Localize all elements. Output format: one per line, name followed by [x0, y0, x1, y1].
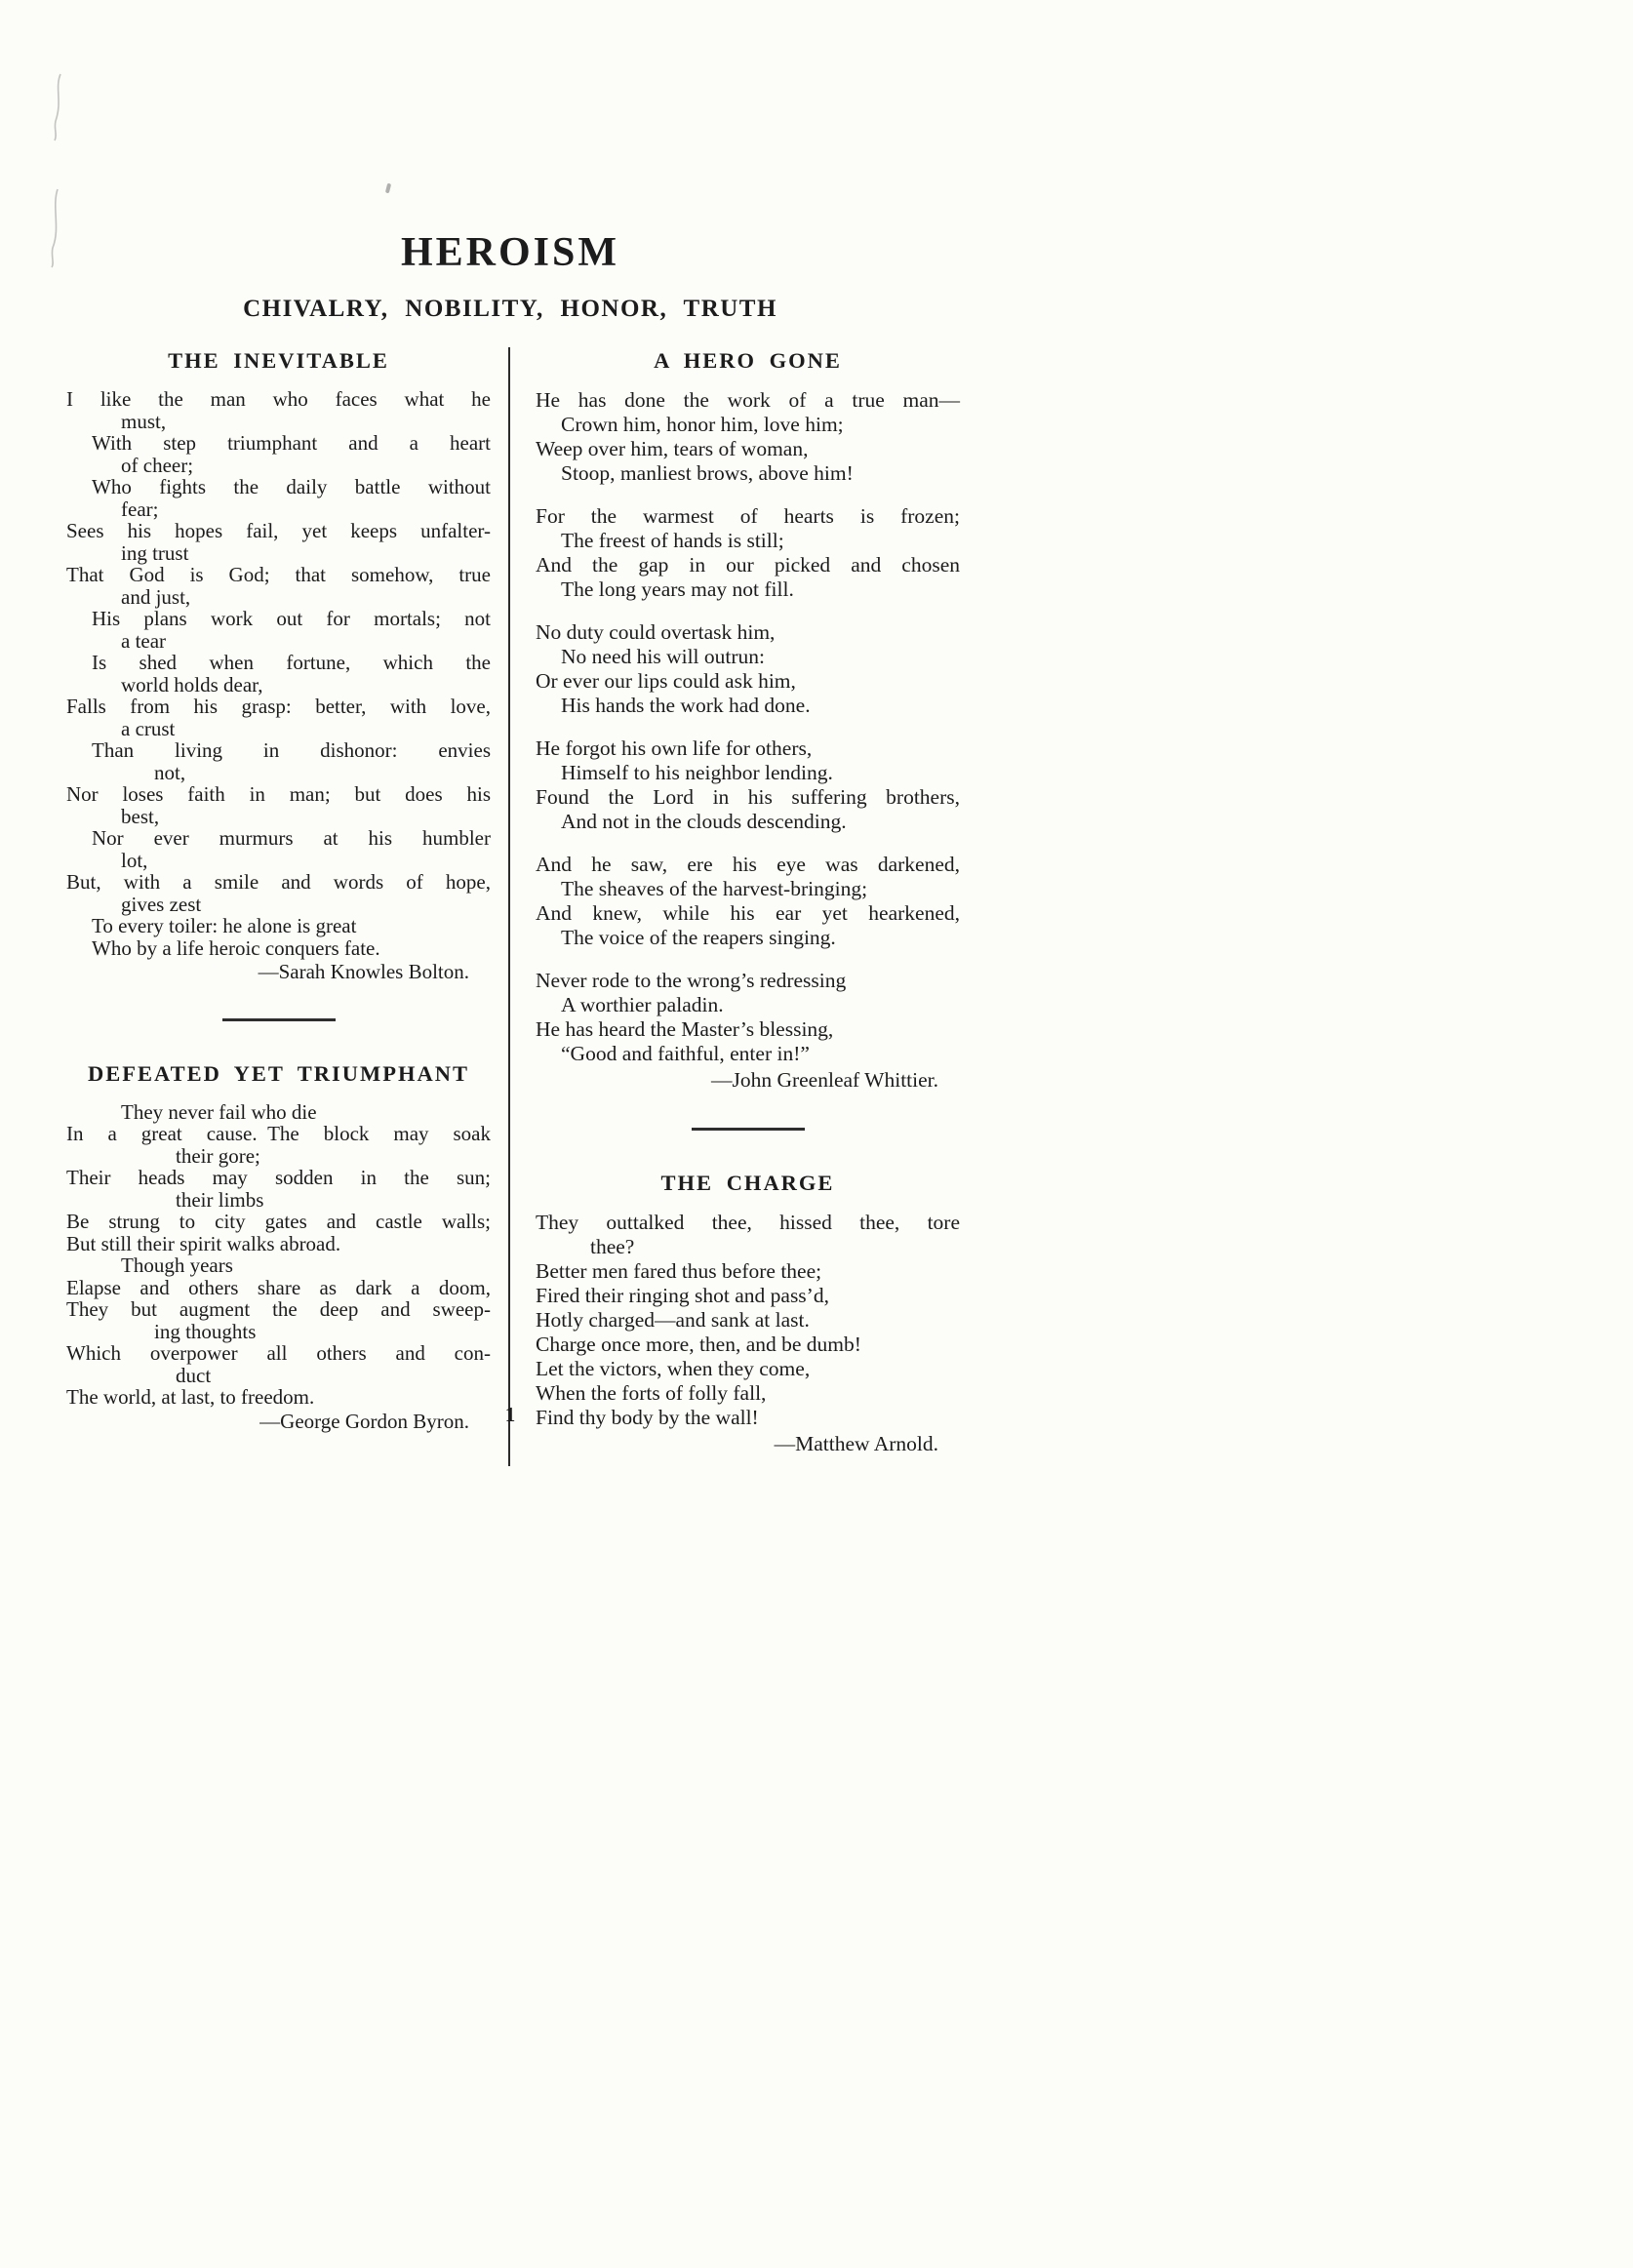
section-divider	[222, 1018, 336, 1021]
poem-line: The sheaves of the harvest-bringing;	[561, 877, 868, 901]
poem-title: A HERO GONE	[654, 348, 842, 374]
poem-line: world holds dear,	[121, 672, 263, 696]
poem-line: Charge once more, then, and be dumb!	[536, 1333, 861, 1357]
poem-line: Sees his hopes fail, yet keeps unfalter-	[66, 519, 491, 543]
poem-line: And not in the clouds descending.	[561, 810, 847, 834]
poem-line: When the forts of folly fall,	[536, 1381, 767, 1406]
poem-line: His hands the work had done.	[561, 694, 811, 718]
poem-line: Better men fared thus before thee;	[536, 1259, 822, 1284]
poem-line: their limbs	[176, 1187, 264, 1212]
poem-line: His plans work out for mortals; not	[92, 607, 491, 631]
poem-line: Than living in dishonor: envies	[92, 738, 491, 763]
poem-line: That God is God; that somehow, true	[66, 563, 491, 587]
poem-line: For the warmest of hearts is frozen;	[536, 504, 960, 529]
poem-line: of cheer;	[121, 453, 194, 477]
poem-attribution: —Sarah Knowles Bolton.	[258, 960, 469, 984]
poem-line: Their heads may sodden in the sun;	[66, 1166, 491, 1190]
poem-line: They but augment the deep and sweep-	[66, 1297, 491, 1322]
section-divider	[692, 1128, 805, 1131]
poem-line: Weep over him, tears of woman,	[536, 437, 809, 461]
text-column-left	[57, 347, 510, 1466]
poem-line: No duty could overtask him,	[536, 620, 776, 645]
poem-line: He has done the work of a true man—	[536, 388, 960, 413]
poem-line: The freest of hands is still;	[561, 529, 784, 553]
poem-title: THE CHARGE	[660, 1171, 835, 1196]
poem-line: fear;	[121, 497, 159, 521]
stanza	[66, 388, 491, 959]
poem-line: Fired their ringing shot and pass’d,	[536, 1284, 829, 1308]
poem-line: And knew, while his ear yet hearkened,	[536, 901, 960, 926]
page-subtitle: CHIVALRY, NOBILITY, HONOR, TRUTH	[243, 296, 777, 323]
poem-line: a tear	[121, 628, 167, 653]
poem-line: Who by a life heroic conquers fate.	[92, 935, 380, 960]
poem-line: Hotly charged—and sank at last.	[536, 1308, 810, 1333]
poem-line: No need his will outrun:	[561, 645, 766, 669]
poem-line: Never rode to the wrong’s redressing	[536, 969, 847, 993]
poem-line: “Good and faithful, enter in!”	[561, 1042, 810, 1066]
poem-line: They outtalked thee, hissed thee, tore	[536, 1211, 960, 1235]
stanza	[536, 853, 960, 950]
poem-line: a crust	[121, 716, 176, 740]
stanza	[536, 620, 960, 718]
poem-line: must,	[121, 409, 167, 433]
text-block	[57, 230, 964, 1466]
poem-line: They never fail who die	[121, 1099, 317, 1124]
poem-line: their gore;	[176, 1143, 260, 1168]
stanza	[536, 736, 960, 834]
poem-line: The world, at last, to freedom.	[66, 1385, 315, 1410]
poem-title: THE INEVITABLE	[168, 348, 389, 374]
poem-line: But still their spirit walks abroad.	[66, 1231, 341, 1255]
stanza	[66, 1101, 491, 1409]
stanza	[536, 1211, 960, 1430]
text-column-right	[510, 347, 964, 1466]
poem-line: The long years may not fill.	[561, 577, 794, 602]
poem-line: Find thy body by the wall!	[536, 1406, 759, 1430]
poem-line: Nor loses faith in man; but does his	[66, 782, 491, 807]
poem-line: Who fights the daily battle without	[92, 475, 491, 499]
poem-attribution: —John Greenleaf Whittier.	[710, 1068, 938, 1093]
poem-line: Is shed when fortune, which the	[92, 651, 491, 675]
poem-line: and just,	[121, 584, 191, 609]
poem-line: To every toiler: he alone is great	[92, 914, 357, 938]
poem-line: gives zest	[121, 892, 202, 916]
poem-line: Elapse and others share as dark a doom,	[66, 1275, 491, 1299]
page-number: 1	[504, 1403, 516, 1426]
poem-line: Himself to his neighbor lending.	[561, 761, 833, 785]
ink-speck	[385, 183, 391, 194]
poem-line: Which overpower all others and con-	[66, 1341, 491, 1366]
columns	[57, 347, 964, 1466]
poem-line: Found the Lord in his suffering brothers,	[536, 785, 960, 810]
poem-line: not,	[154, 760, 186, 784]
poem	[66, 347, 491, 983]
poem-line: In a great cause. The block may soak	[66, 1122, 491, 1146]
poem-line: With step triumphant and a heart	[92, 431, 491, 456]
poem	[536, 347, 960, 1093]
poem-line: Crown him, honor him, love him;	[561, 413, 844, 437]
poem-line: Though years	[121, 1253, 233, 1278]
poem-line: Falls from his grasp: better, with love,	[66, 695, 491, 719]
poem-line: lot,	[121, 848, 148, 872]
poem	[66, 1060, 491, 1433]
poem-line: And he saw, ere his eye was darkened,	[536, 853, 960, 877]
poem-line: But, with a smile and words of hope,	[66, 870, 491, 895]
poem-line: Or ever our lips could ask him,	[536, 669, 796, 694]
poem-line: thee?	[590, 1235, 635, 1259]
poem-line: He forgot his own life for others,	[536, 736, 813, 761]
page-title: HEROISM	[400, 230, 620, 275]
poem-line: ing thoughts	[154, 1319, 257, 1343]
poem-line: best,	[121, 804, 160, 828]
stanza	[536, 969, 960, 1066]
poem-line: A worthier paladin.	[561, 993, 724, 1017]
poem-line: Stoop, manliest brows, above him!	[561, 461, 854, 486]
poem-line: I like the man who faces what he	[66, 387, 491, 412]
poem-line: And the gap in our picked and chosen	[536, 553, 960, 577]
poem-attribution: —George Gordon Byron.	[259, 1409, 469, 1433]
poem-line: Let the victors, when they come,	[536, 1357, 811, 1381]
poem-title: DEFEATED YET TRIUMPHANT	[88, 1060, 469, 1086]
stanza	[536, 504, 960, 602]
poem-line: Be strung to city gates and castle walls;	[66, 1210, 491, 1234]
scan-mark-icon	[51, 72, 68, 142]
poem-line: The voice of the reapers singing.	[561, 926, 836, 950]
poem-line: Nor ever murmurs at his humbler	[92, 826, 491, 851]
poem-line: duct	[176, 1363, 212, 1387]
stanza	[536, 388, 960, 486]
poem-line: ing trust	[121, 540, 189, 565]
poem-attribution: —Matthew Arnold.	[774, 1432, 938, 1456]
poem-line: He has heard the Master’s blessing,	[536, 1017, 834, 1042]
